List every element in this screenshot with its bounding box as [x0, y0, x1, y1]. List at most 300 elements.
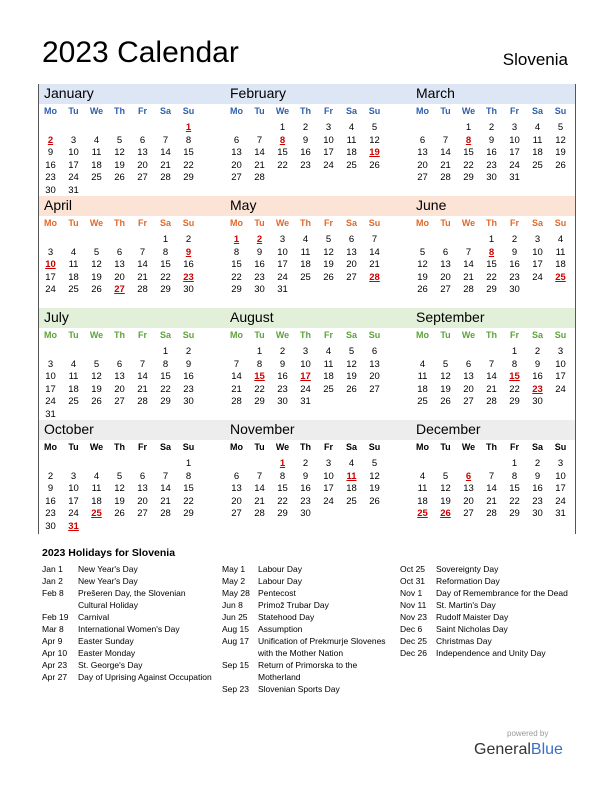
calendar-day: 28 [160, 172, 171, 184]
calendar-day: 28 [160, 508, 171, 520]
calendar-day: 5 [371, 122, 378, 133]
calendar-day: 16 [532, 483, 543, 495]
calendar-day: 18 [68, 383, 79, 395]
calendar-day: 25 [323, 383, 334, 395]
calendar-day: 15 [486, 259, 497, 271]
calendar-day: 6 [116, 358, 123, 370]
holiday-name: Saint Nicholas Day [436, 624, 508, 634]
calendar-day: 24 [323, 495, 334, 507]
weekday-header: Sa [531, 218, 543, 228]
calendar-day: 30 [45, 521, 56, 532]
calendar-day: 15 [277, 147, 288, 159]
weekday-header: Su [554, 442, 567, 452]
calendar-day: 7 [139, 246, 146, 258]
calendar-day: 20 [114, 383, 125, 395]
holiday-date: 2 [47, 134, 54, 146]
weekday-header: Th [486, 330, 497, 340]
weekday-header: Mo [230, 218, 243, 228]
calendar-day: 11 [417, 483, 428, 495]
calendar-day: 27 [137, 172, 148, 184]
calendar-day: 19 [369, 483, 380, 495]
calendar-day: 11 [91, 483, 102, 495]
powered-by-label: powered by [507, 729, 549, 738]
calendar-day: 22 [277, 159, 288, 171]
weekday-header: Fr [138, 218, 147, 228]
calendar-day: 26 [114, 172, 125, 184]
calendar-day: 9 [488, 134, 495, 146]
calendar-day: 15 [160, 371, 171, 383]
calendar-day: 25 [68, 396, 79, 408]
holiday-date: 9 [185, 246, 192, 258]
calendar-day: 19 [91, 383, 102, 395]
calendar-day: 10 [45, 371, 56, 383]
holiday-date-label: Feb 19 [42, 612, 69, 622]
calendar-day: 15 [183, 147, 194, 159]
holiday-entry [222, 623, 394, 635]
calendar-day: 4 [348, 458, 355, 469]
calendar-day: 7 [465, 246, 472, 258]
calendar-day: 22 [509, 383, 520, 395]
calendar-day: 11 [346, 134, 357, 146]
month-row-band [39, 308, 575, 328]
calendar-day: 7 [162, 134, 169, 146]
calendar-day: 3 [70, 470, 77, 482]
holiday-date-label: May 2 [222, 576, 246, 586]
calendar-day: 21 [160, 495, 171, 507]
weekday-header: Su [368, 442, 381, 452]
holiday-date-label: Oct 31 [400, 576, 426, 586]
calendar-day: 1 [488, 234, 495, 245]
holiday-date-label: Nov 1 [400, 588, 423, 598]
calendar-day: 23 [486, 159, 497, 171]
holiday-date-label: May 1 [222, 564, 246, 574]
weekday-header: We [275, 106, 290, 116]
calendar-day: 1 [256, 346, 263, 357]
calendar-day: 27 [346, 271, 357, 283]
weekday-header: Su [368, 330, 381, 340]
calendar-day: 25 [346, 159, 357, 171]
calendar-day: 21 [463, 271, 474, 283]
calendar-day: 10 [277, 246, 288, 258]
calendar-day: 5 [348, 346, 355, 357]
holiday-date: 1 [233, 234, 240, 245]
calendar-day: 10 [323, 470, 334, 482]
calendar-day: 22 [509, 495, 520, 507]
weekday-header: Su [554, 330, 567, 340]
weekday-header: Th [486, 442, 497, 452]
calendar-day: 29 [183, 508, 194, 520]
calendar-day: 7 [139, 358, 146, 370]
calendar-day: 20 [231, 495, 242, 507]
calendar-day: 16 [277, 371, 288, 383]
calendar-day: 17 [323, 483, 334, 495]
calendar-day: 21 [137, 271, 148, 283]
holiday-name: St. Martin's Day [436, 600, 496, 610]
holiday-name: Carnival [78, 612, 110, 622]
calendar-day: 5 [442, 470, 449, 482]
month-name: May [230, 197, 257, 213]
calendar-day: 6 [465, 358, 472, 370]
weekday-header: Sa [531, 442, 543, 452]
calendar-day: 25 [346, 495, 357, 507]
weekday-header: We [89, 218, 104, 228]
weekday-header: Mo [44, 330, 57, 340]
calendar-day: 9 [302, 470, 309, 482]
weekday-header: Tu [254, 106, 265, 116]
holiday-date: 26 [440, 508, 451, 520]
calendar-day: 5 [93, 358, 100, 370]
calendar-day: 8 [185, 470, 192, 482]
holiday-entry [400, 587, 572, 599]
calendar-day: 15 [231, 259, 242, 271]
weekday-header: Sa [159, 442, 171, 452]
holiday-entry [42, 587, 214, 611]
calendar-day: 29 [160, 396, 171, 408]
brand-logo [474, 741, 563, 759]
holiday-date-label: Sep 15 [222, 660, 249, 670]
calendar-day: 23 [254, 271, 265, 283]
holiday-column [42, 563, 214, 683]
holiday-entry [42, 563, 214, 575]
calendar-day: 24 [68, 508, 79, 520]
calendar-day: 22 [160, 271, 171, 283]
calendar-day: 2 [534, 346, 541, 357]
brand-text-b: Blue [530, 741, 563, 758]
holiday-date-label: Dec 26 [400, 648, 427, 658]
weekday-header: Sa [159, 218, 171, 228]
calendar-day: 14 [160, 147, 171, 159]
holiday-entry [222, 611, 394, 623]
calendar-day: 23 [45, 508, 56, 520]
holiday-date-label: Mar 8 [42, 624, 64, 634]
calendar-day: 11 [323, 358, 334, 370]
holiday-entry [222, 683, 394, 695]
calendar-day: 11 [300, 246, 311, 258]
weekday-header: Tu [68, 442, 79, 452]
calendar-day: 23 [183, 383, 194, 395]
holiday-date-label: Dec 6 [400, 624, 423, 634]
weekday-header: Fr [138, 442, 147, 452]
holiday-column [222, 563, 394, 695]
calendar-day: 17 [509, 147, 520, 159]
calendar-day: 28 [463, 284, 474, 296]
calendar-day: 28 [231, 396, 242, 408]
holiday-date-label: Sep 23 [222, 684, 249, 694]
calendar-day: 30 [183, 396, 194, 408]
calendar-day: 22 [231, 271, 242, 283]
weekday-header: Su [182, 218, 195, 228]
weekday-header: Fr [324, 218, 333, 228]
calendar-day: 12 [323, 246, 334, 258]
calendar-day: 13 [137, 147, 148, 159]
holiday-date-label: Aug 17 [222, 636, 249, 646]
calendar-day: 15 [463, 147, 474, 159]
calendar-day: 26 [346, 383, 357, 395]
holiday-name: Labour Day [258, 564, 302, 574]
calendar-day: 20 [114, 271, 125, 283]
weekday-header: Fr [324, 330, 333, 340]
calendar-day: 1 [162, 234, 169, 245]
holiday-entry [222, 575, 394, 587]
weekday-header: We [275, 218, 290, 228]
calendar-day: 10 [532, 246, 543, 258]
calendar-day: 14 [137, 371, 148, 383]
calendar-day: 10 [68, 483, 79, 495]
calendar-day: 26 [114, 508, 125, 520]
calendar-day: 15 [277, 483, 288, 495]
calendar-day: 7 [233, 358, 240, 370]
holiday-name: Statehood Day [258, 612, 315, 622]
calendar-day: 22 [486, 271, 497, 283]
weekday-header: Tu [440, 442, 451, 452]
weekday-header: Sa [345, 218, 357, 228]
weekday-header: We [275, 442, 290, 452]
weekday-header: Su [182, 330, 195, 340]
calendar-day: 21 [137, 383, 148, 395]
calendar-day: 27 [369, 383, 380, 395]
calendar-day: 12 [440, 371, 451, 383]
month-name: November [230, 421, 295, 437]
calendar-day: 16 [486, 147, 497, 159]
calendar-day: 31 [45, 409, 56, 420]
calendar-day: 17 [68, 159, 79, 171]
weekday-header: Fr [138, 330, 147, 340]
calendar-day: 30 [277, 396, 288, 408]
weekday-header: Th [114, 330, 125, 340]
calendar-day: 13 [463, 483, 474, 495]
calendar-day: 28 [254, 508, 265, 520]
holiday-date: 17 [300, 371, 311, 383]
weekday-header: Sa [531, 330, 543, 340]
calendar-day: 23 [300, 495, 311, 507]
holiday-entry [42, 623, 214, 635]
holiday-entry [400, 635, 572, 647]
holiday-entry [42, 671, 214, 683]
holiday-date-label: Jun 8 [222, 600, 243, 610]
weekday-header: Sa [531, 106, 543, 116]
weekday-header: Fr [324, 442, 333, 452]
holiday-entry [42, 659, 214, 671]
weekday-header: We [89, 330, 104, 340]
calendar-day: 1 [279, 122, 286, 133]
calendar-day: 26 [440, 396, 451, 408]
calendar-day: 24 [555, 495, 566, 507]
weekday-header: Mo [44, 218, 57, 228]
holiday-name: International Women's Day [78, 624, 180, 634]
calendar-day: 6 [233, 470, 240, 482]
calendar-day: 9 [47, 483, 54, 495]
holiday-date: 28 [369, 271, 380, 283]
calendar-day: 11 [555, 246, 566, 258]
calendar-day: 23 [300, 159, 311, 171]
holiday-name: Easter Monday [78, 648, 136, 658]
holiday-date-label: Apr 9 [42, 636, 63, 646]
calendar-day: 4 [70, 358, 77, 370]
holiday-date: 23 [532, 383, 543, 395]
month-name: October [44, 421, 94, 437]
holiday-entry [222, 563, 394, 575]
calendar-day: 26 [91, 284, 102, 296]
holidays-heading: 2023 Holidays for Slovenia [42, 547, 176, 559]
calendar-day: 26 [369, 495, 380, 507]
weekday-header: Sa [345, 330, 357, 340]
calendar-day: 22 [183, 495, 194, 507]
holiday-name: Day of Uprising Against Occupation [78, 672, 212, 682]
holiday-date: 25 [555, 271, 566, 283]
holiday-date: 6 [465, 470, 472, 482]
calendar-day: 13 [114, 371, 125, 383]
calendar-day: 22 [277, 495, 288, 507]
holiday-date: 8 [279, 134, 286, 146]
holiday-name: Unification of Prekmurje Slovenes with the Mother Nation [258, 636, 386, 658]
calendar-day: 20 [137, 495, 148, 507]
calendar-day: 18 [300, 259, 311, 271]
calendar-day: 13 [369, 358, 380, 370]
holiday-name: Christmas Day [436, 636, 492, 646]
weekday-header: Th [300, 330, 311, 340]
calendar-day: 17 [532, 259, 543, 271]
calendar-day: 21 [486, 495, 497, 507]
calendar-day: 12 [114, 483, 125, 495]
calendar-day: 2 [279, 346, 286, 357]
calendar-day: 25 [300, 271, 311, 283]
calendar-day: 4 [557, 234, 564, 245]
holiday-date: 1 [279, 458, 286, 469]
calendar-day: 7 [256, 134, 263, 146]
calendar-day: 13 [231, 483, 242, 495]
calendar-day: 24 [323, 159, 334, 171]
weekday-header: Sa [345, 442, 357, 452]
page-title: 2023 Calendar [42, 36, 239, 69]
calendar-day: 5 [557, 122, 564, 133]
calendar-day: 2 [302, 122, 309, 133]
month-name: June [416, 197, 447, 213]
holiday-entry [222, 659, 394, 683]
calendar-day: 4 [70, 246, 77, 258]
holiday-name: New Year's Day [78, 564, 138, 574]
holiday-date: 19 [369, 147, 380, 159]
weekday-header: Mo [416, 330, 429, 340]
holiday-entry [222, 635, 394, 659]
holiday-name: Labour Day [258, 576, 302, 586]
calendar-day: 10 [555, 358, 566, 370]
calendar-day: 5 [116, 134, 123, 146]
calendar-day: 5 [93, 246, 100, 258]
calendar-day: 18 [68, 271, 79, 283]
calendar-day: 8 [162, 246, 169, 258]
calendar-day: 29 [277, 508, 288, 520]
calendar-day: 4 [302, 234, 309, 245]
calendar-day: 4 [348, 122, 355, 133]
calendar-day: 8 [511, 358, 518, 370]
calendar-day: 28 [254, 172, 265, 184]
calendar-day: 18 [532, 147, 543, 159]
calendar-day: 6 [116, 246, 123, 258]
calendar-day: 1 [465, 122, 472, 133]
calendar-day: 22 [183, 159, 194, 171]
calendar-day: 21 [254, 495, 265, 507]
calendar-day: 19 [440, 383, 451, 395]
calendar-day: 28 [137, 396, 148, 408]
calendar-day: 18 [417, 495, 428, 507]
calendar-day: 27 [137, 508, 148, 520]
calendar-day: 23 [45, 172, 56, 184]
calendar-day: 1 [511, 458, 518, 469]
calendar-day: 9 [256, 246, 263, 258]
calendar-day: 14 [137, 259, 148, 271]
weekday-header: Mo [416, 442, 429, 452]
calendar-day: 6 [419, 134, 426, 146]
calendar-day: 10 [555, 470, 566, 482]
calendar-day: 2 [534, 458, 541, 469]
calendar-day: 22 [463, 159, 474, 171]
calendar-day: 9 [302, 134, 309, 146]
calendar-day: 31 [277, 284, 288, 296]
calendar-day: 22 [160, 383, 171, 395]
calendar-day: 8 [256, 358, 263, 370]
weekday-header: Mo [416, 106, 429, 116]
holiday-date-label: Apr 10 [42, 648, 68, 658]
calendar-day: 8 [185, 134, 192, 146]
calendar-day: 24 [509, 159, 520, 171]
weekday-header: Mo [230, 442, 243, 452]
calendar-day: 27 [231, 508, 242, 520]
calendar-day: 30 [183, 284, 194, 296]
calendar-day: 11 [68, 371, 79, 383]
weekday-header: Fr [510, 106, 519, 116]
calendar-day: 25 [91, 172, 102, 184]
calendar-day: 3 [534, 234, 541, 245]
holiday-date-label: Jun 25 [222, 612, 248, 622]
calendar-day: 23 [277, 383, 288, 395]
holiday-name: Primož Trubar Day [258, 600, 329, 610]
weekday-header: We [461, 106, 476, 116]
calendar-day: 20 [417, 159, 428, 171]
calendar-day: 6 [233, 134, 240, 146]
calendar-day: 10 [68, 147, 79, 159]
holiday-date: 25 [417, 508, 428, 520]
calendar-day: 30 [300, 508, 311, 520]
calendar-day: 7 [488, 470, 495, 482]
calendar-day: 17 [277, 259, 288, 271]
calendar-day: 13 [114, 259, 125, 271]
weekday-header: Th [114, 442, 125, 452]
calendar-day: 30 [532, 396, 543, 408]
holiday-date: 11 [346, 470, 357, 482]
calendar-day: 7 [442, 134, 449, 146]
holiday-date-label: May 28 [222, 588, 250, 598]
holiday-date: 25 [91, 508, 102, 520]
calendar-day: 4 [419, 470, 426, 482]
weekday-header: Fr [510, 330, 519, 340]
calendar-day: 8 [279, 470, 286, 482]
holiday-date: 27 [114, 284, 125, 296]
holiday-date-label: Jan 2 [42, 576, 63, 586]
calendar-day: 8 [162, 358, 169, 370]
weekday-header: Tu [68, 330, 79, 340]
calendar-day: 10 [300, 358, 311, 370]
calendar-grid [38, 84, 576, 534]
calendar-day: 10 [323, 134, 334, 146]
calendar-day: 13 [231, 147, 242, 159]
calendar-day: 6 [139, 134, 146, 146]
holiday-entry [400, 623, 572, 635]
calendar-day: 19 [555, 147, 566, 159]
calendar-day: 17 [323, 147, 334, 159]
calendar-day: 16 [532, 371, 543, 383]
month-name: December [416, 421, 481, 437]
month-row-band [39, 196, 575, 216]
